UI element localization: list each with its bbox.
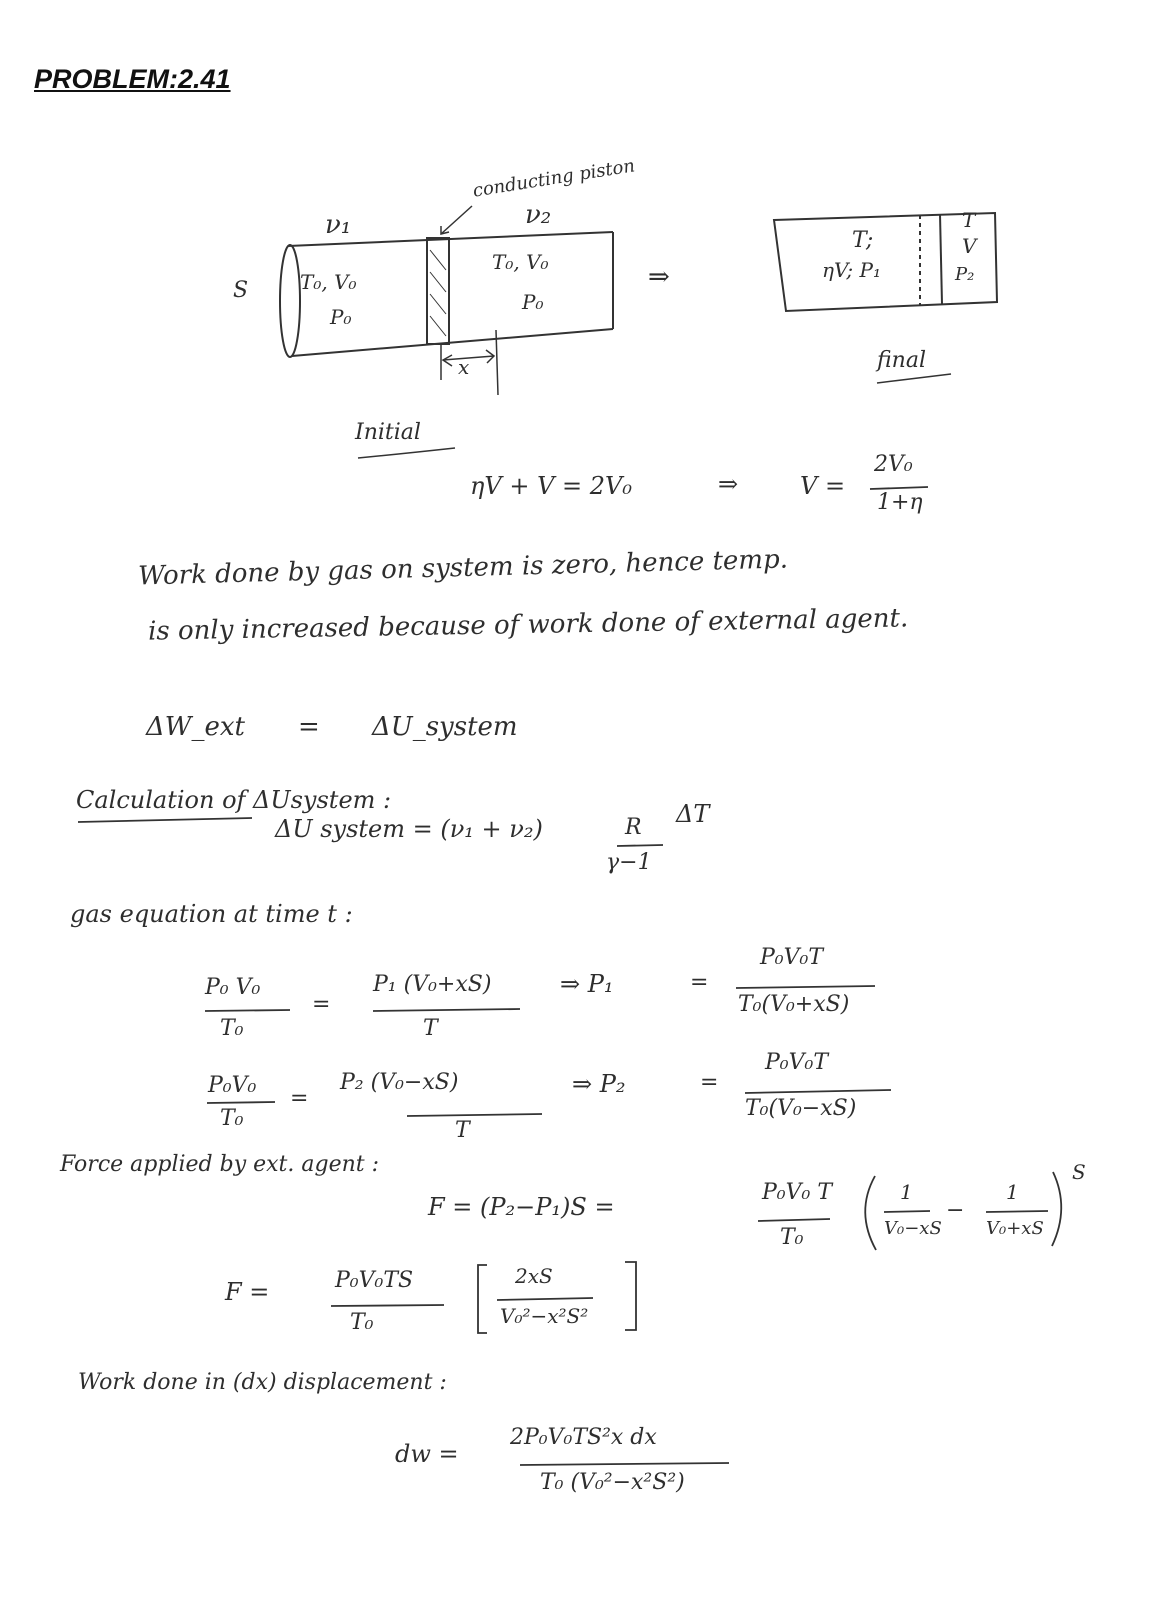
- piston-label: conducting piston: [471, 155, 637, 202]
- force2-num: P₀V₀TS: [335, 1268, 414, 1293]
- left-pressure: P₀: [330, 305, 352, 329]
- p1-right-den: T₀(V₀+xS): [738, 992, 850, 1017]
- energy-rhs: ΔU_system: [372, 712, 518, 742]
- volume-arrow: ⇒: [718, 470, 739, 498]
- left-volume-label: ν₁: [325, 210, 352, 240]
- cross-section-label: S: [233, 278, 249, 303]
- force-lhs: F = (P₂−P₁)S =: [428, 1193, 615, 1221]
- force-paren-a-num: 1: [900, 1180, 913, 1204]
- final-right-P: P₂: [955, 264, 975, 285]
- force-paren-a-den: V₀−xS: [884, 1218, 942, 1239]
- dw-lhs: dw =: [395, 1440, 459, 1468]
- left-state: T₀, V₀: [300, 270, 357, 294]
- volume-numerator: 2V₀: [874, 452, 913, 477]
- force-den: T₀: [780, 1225, 804, 1250]
- p1-right-num: P₀V₀T: [760, 945, 824, 970]
- force-heading: Force applied by ext. agent :: [60, 1152, 379, 1177]
- initial-cylinder: [280, 206, 613, 458]
- p1-left-num: P₀ V₀: [205, 975, 261, 1000]
- volume-result-lhs: V =: [800, 472, 846, 500]
- force-minus: −: [946, 1198, 965, 1223]
- volume-denominator: 1+η: [877, 490, 923, 515]
- du-lhs: ΔU system = (ν₁ + ν₂): [275, 815, 543, 843]
- final-right-T: T: [962, 208, 976, 232]
- p2-equals-2: =: [700, 1070, 719, 1095]
- final-label: final: [877, 348, 926, 373]
- final-left-state: ηV; P₁: [822, 258, 881, 282]
- du-denominator: γ−1: [606, 850, 652, 875]
- p2-right-num: P₀V₀T: [765, 1050, 829, 1075]
- force-paren-b-den: V₀+xS: [986, 1218, 1044, 1239]
- right-volume-label: ν₂: [525, 200, 552, 230]
- gas-heading: gas equation at time t :: [70, 900, 353, 928]
- force2-bracket-den: V₀²−x²S²: [500, 1304, 589, 1328]
- energy-equals: =: [298, 712, 320, 742]
- p1-equals-2: =: [690, 970, 709, 995]
- p1-middle-num: P₁ (V₀+xS): [373, 972, 492, 997]
- force2-lhs: F =: [225, 1278, 270, 1306]
- du-tail: ΔT: [676, 800, 710, 828]
- volume-equation: ηV + V = 2V₀: [470, 472, 632, 500]
- p2-middle-den: T: [455, 1118, 470, 1143]
- p1-left-den: T₀: [220, 1016, 244, 1041]
- force-paren-b-num: 1: [1006, 1180, 1019, 1204]
- du-numerator: R: [625, 815, 642, 840]
- dw-num: 2P₀V₀TS²x dx: [510, 1425, 657, 1450]
- force-tail: S: [1072, 1160, 1086, 1184]
- displacement-label: x: [458, 355, 470, 379]
- page-title: PROBLEM:2.41: [34, 64, 231, 94]
- p2-left-den: T₀: [220, 1106, 244, 1131]
- calc-heading: Calculation of ΔUsystem :: [76, 786, 392, 814]
- right-pressure: P₀: [522, 290, 544, 314]
- diagram-arrow: ⇒: [648, 262, 670, 292]
- p2-right-den: T₀(V₀−xS): [745, 1096, 857, 1121]
- p2-arrow: ⇒ P₂: [572, 1070, 626, 1098]
- energy-lhs: ΔW_ext: [146, 712, 245, 742]
- right-state: T₀, V₀: [492, 250, 549, 274]
- final-temp: T;: [852, 228, 874, 253]
- p1-equals: =: [312, 992, 331, 1017]
- explanation-line-2: is only increased because of work done of external agent.: [147, 603, 909, 647]
- p1-middle-den: T: [423, 1016, 438, 1041]
- dw-den: T₀ (V₀²−x²S²): [540, 1470, 685, 1495]
- initial-label: Initial: [355, 420, 421, 445]
- force-num: P₀V₀ T: [762, 1180, 832, 1205]
- p2-left-num: P₀V₀: [208, 1073, 257, 1098]
- p1-arrow: ⇒ P₁: [560, 970, 614, 998]
- force2-den: T₀: [350, 1310, 374, 1335]
- p2-equals: =: [290, 1086, 309, 1111]
- p2-middle-num: P₂ (V₀−xS): [340, 1070, 459, 1095]
- explanation-line-1: Work done by gas on system is zero, hence temp.: [137, 544, 789, 592]
- force2-bracket-num: 2xS: [515, 1264, 553, 1288]
- work-dx-heading: Work done in (dx) displacement :: [78, 1370, 447, 1395]
- final-right-V: V: [962, 234, 977, 258]
